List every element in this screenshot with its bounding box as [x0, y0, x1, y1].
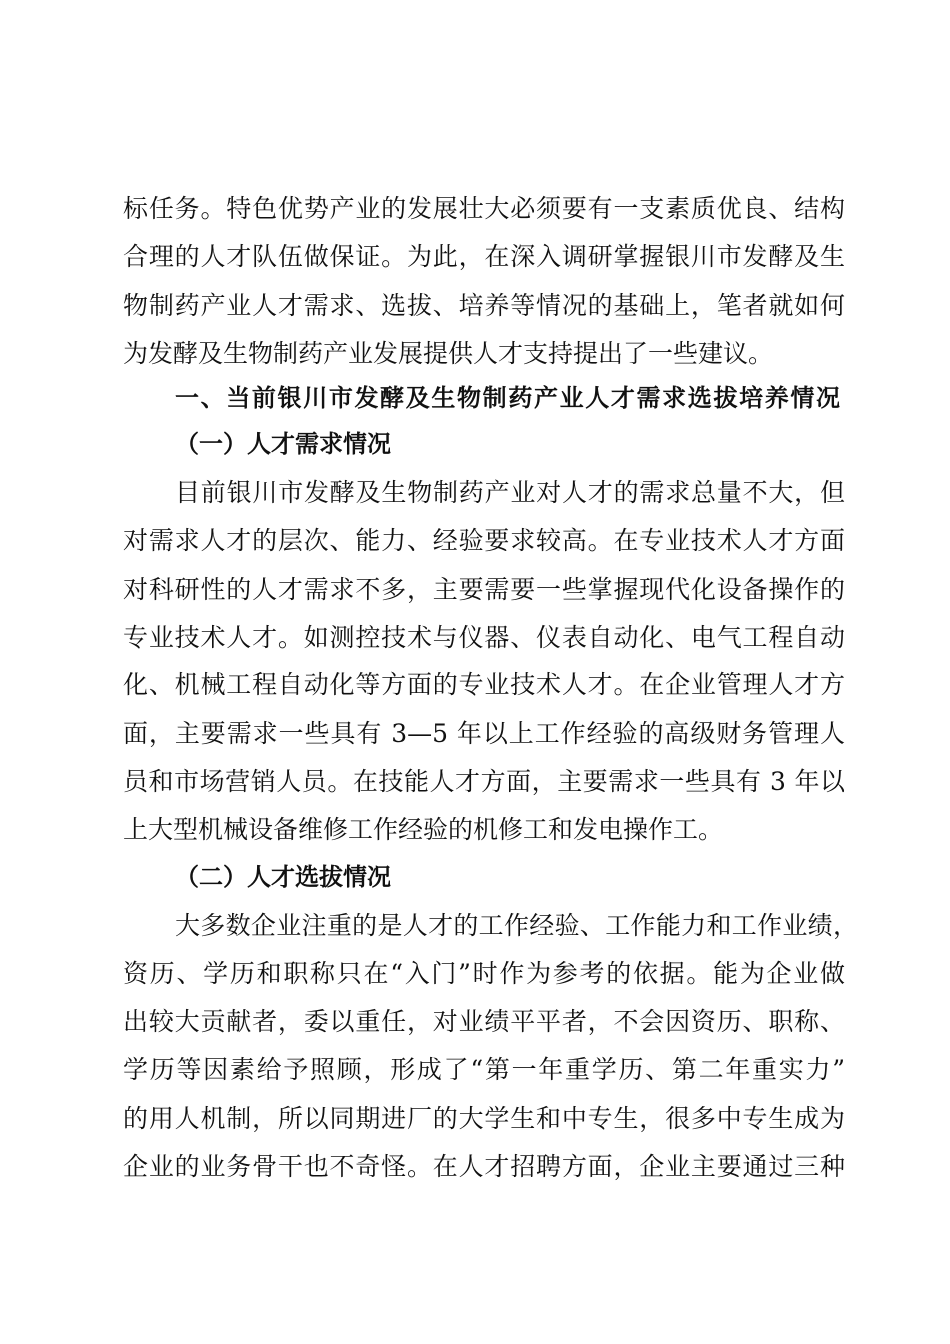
intro-line-3: 物制药产业人才需求、选拔、培养等情况的基础上，笔者就如何 [123, 291, 845, 320]
section2-line-5: 的用人机制，所以同期进厂的大学生和中专生，很多中专生成为 [123, 1104, 845, 1133]
intro-line-1: 标任务。特色优势产业的发展壮大必须要有一支素质优良、结构 [123, 194, 845, 223]
section1-line-2: 对需求人才的层次、能力、经验要求较高。在专业技术人才方面 [123, 526, 845, 555]
section1-line-3: 对科研性的人才需求不多，主要需要一些掌握现代化设备操作的 [123, 575, 845, 604]
section1-line-7: 员和市场营销人员。在技能人才方面，主要需求一些具有 3 年以 [123, 767, 845, 796]
section1-line-8: 上大型机械设备维修工作经验的机修工和发电操作工。 [123, 815, 724, 844]
section2-line-3: 出较大贡献者，委以重任，对业绩平平者，不会因资历、职称、 [123, 1007, 845, 1036]
section1-line-6: 面，主要需求一些具有 3—5 年以上工作经验的高级财务管理人 [123, 719, 845, 748]
section2-line-1: 大多数企业注重的是人才的工作经验、工作能力和工作业绩， [175, 911, 858, 940]
section1-line-1: 目前银川市发酵及生物制药产业对人才的需求总量不大，但 [175, 478, 845, 507]
subsection-title-1: （一）人才需求情况 [175, 430, 391, 458]
section2-line-2: 资历、学历和职称只在“入门”时作为参考的依据。能为企业做 [123, 959, 845, 988]
section2-line-6: 企业的业务骨干也不奇怪。在人才招聘方面，企业主要通过三种 [123, 1152, 845, 1181]
section2-line-4: 学历等因素给予照顾，形成了“第一年重学历、第二年重实力” [123, 1055, 845, 1084]
section1-line-4: 专业技术人才。如测控技术与仪器、仪表自动化、电气工程自动 [123, 623, 845, 652]
intro-line-4: 为发酵及生物制药产业发展提供人才支持提出了一些建议。 [123, 339, 774, 368]
section-heading-1: 一、当前银川市发酵及生物制药产业人才需求选拔培养情况 [175, 384, 840, 412]
intro-line-2: 合理的人才队伍做保证。为此，在深入调研掌握银川市发酵及生 [123, 242, 845, 271]
section1-line-5: 化、机械工程自动化等方面的专业技术人才。在企业管理人才方 [123, 670, 845, 699]
subsection-title-2: （二）人才选拔情况 [175, 863, 391, 891]
